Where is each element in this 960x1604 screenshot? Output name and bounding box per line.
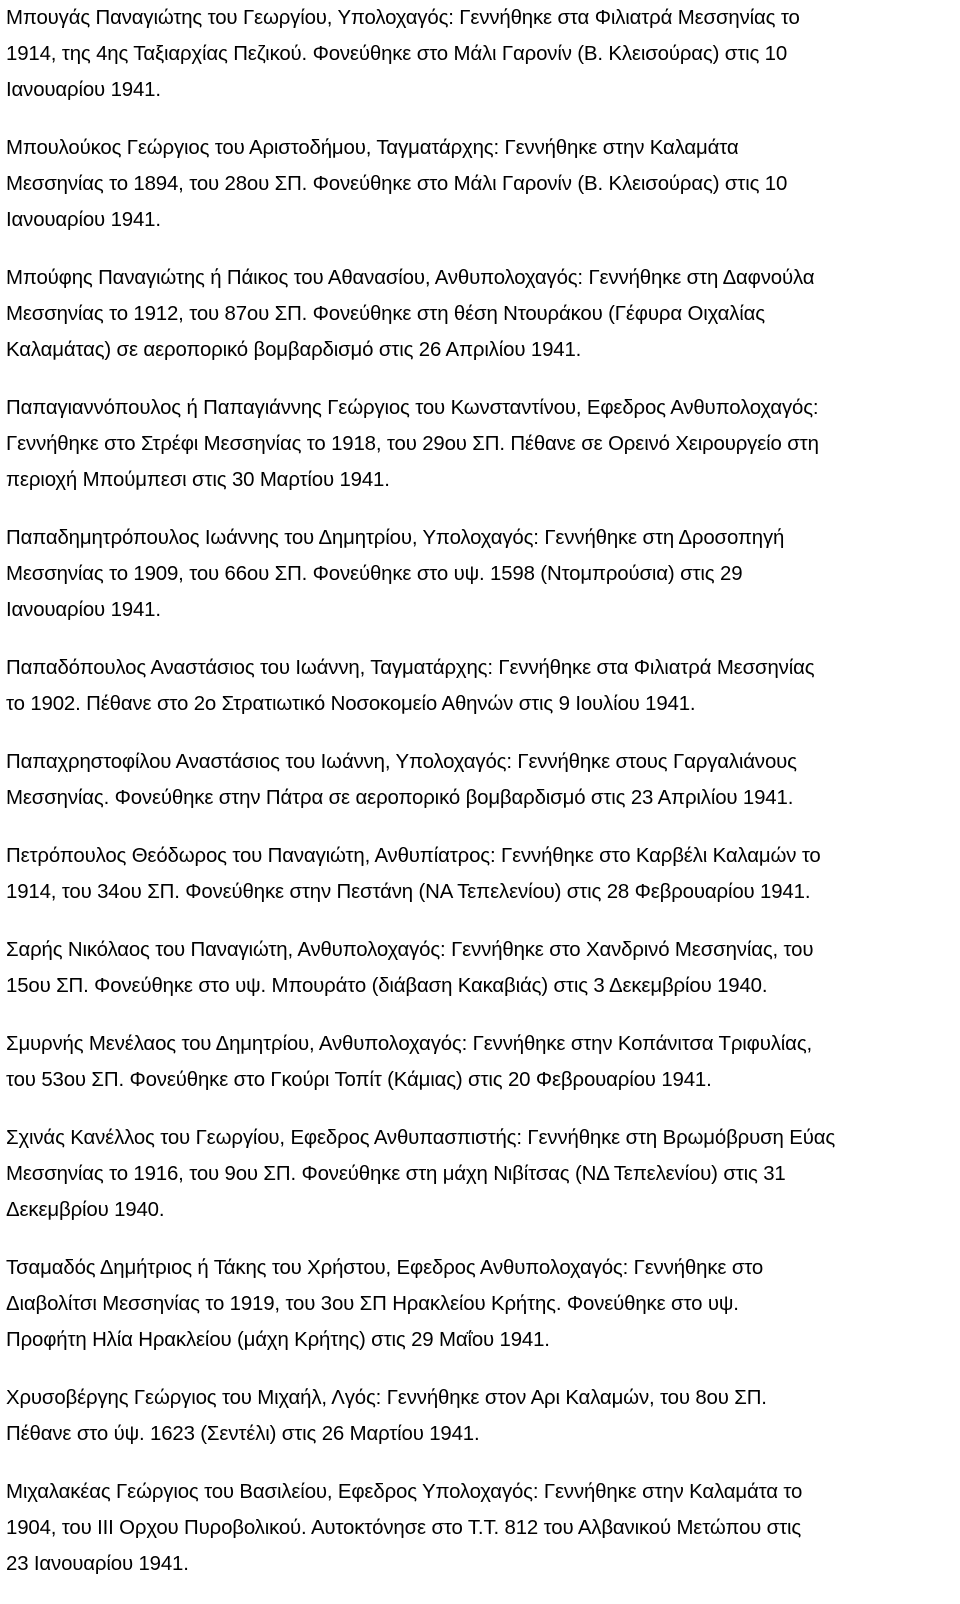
text-line: Ιανουαρίου 1941. [6, 209, 161, 231]
entry-schinas [6, 1120, 954, 1228]
text-line: Μπούφης Παναγιώτης ή Πάικος του Αθανασίου, Ανθυπολοχαγός: Γεννήθηκε στη Δαφνούλα [6, 267, 815, 289]
entry-bougas [6, 0, 954, 108]
entry-papadimitropoulos [6, 520, 954, 628]
text-line: 15ου ΣΠ. Φονεύθηκε στο υψ. Μπουράτο (διάβαση Κακαβιάς) στις 3 Δεκεμβρίου 1940. [6, 975, 768, 997]
entry-tsamados [6, 1250, 954, 1358]
text-line: 1904, του ΙΙΙ Ορχου Πυροβολικού. Αυτοκτόνησε στο Τ.Τ. 812 του Αλβανικού Μετώπου στις [6, 1517, 802, 1539]
text-line: 1914, της 4ης Ταξιαρχίας Πεζικού. Φονεύθηκε στο Μάλι Γαρονίν (Β. Κλεισούρας) στις 10 [6, 43, 788, 65]
text-line: Τσαμαδός Δημήτριος ή Τάκης του Χρήστου, Εφεδρος Ανθυπολοχαγός: Γεννήθηκε στο [6, 1257, 764, 1279]
text-line: Παπαδόπουλος Αναστάσιος του Ιωάννη, Ταγματάρχης: Γεννήθηκε στα Φιλιατρά Μεσσηνίας [6, 657, 815, 679]
text-line: Προφήτη Ηλία Ηρακλείου (μάχη Κρήτης) στις 29 Μαΐου 1941. [6, 1329, 550, 1351]
text-line: 23 Ιανουαρίου 1941. [6, 1553, 189, 1575]
text-line: Γεννήθηκε στο Στρέφι Μεσσηνίας το 1918, του 29ου ΣΠ. Πέθανε σε Ορεινό Χειρουργείο στη [6, 433, 819, 455]
text-line: Παπαχρηστοφίλου Αναστάσιος του Ιωάννη, Υπολοχαγός: Γεννήθηκε στους Γαργαλιάνους [6, 751, 797, 773]
text-line: Σμυρνής Μενέλαος του Δημητρίου, Ανθυπολοχαγός: Γεννήθηκε στην Κοπάνιτσα Τριφυλίας, [6, 1033, 813, 1055]
entry-saris [6, 932, 954, 1004]
text-line: Ιανουαρίου 1941. [6, 599, 161, 621]
text-line: Ιανουαρίου 1941. [6, 79, 161, 101]
text-line: Μεσσηνίας το 1916, του 9ου ΣΠ. Φονεύθηκε στη μάχη Νιβίτσας (ΝΔ Τεπελενίου) στις 31 [6, 1163, 786, 1185]
entry-papagiannopoulos [6, 390, 954, 498]
text-line: το 1902. Πέθανε στο 2ο Στρατιωτικό Νοσοκομείο Αθηνών στις 9 Ιουλίου 1941. [6, 693, 696, 715]
text-line: Πετρόπουλος Θεόδωρος του Παναγιώτη, Ανθυπίατρος: Γεννήθηκε στο Καρβέλι Καλαμών το [6, 845, 821, 867]
text-line: Καλαμάτας) σε αεροπορικό βομβαρδισμό στις 26 Απριλίου 1941. [6, 339, 582, 361]
text-line: Διαβολίτσι Μεσσηνίας το 1919, του 3ου ΣΠ Ηρακλείου Κρήτης. Φονεύθηκε στο υψ. [6, 1293, 739, 1315]
entry-michalakeas [6, 1474, 954, 1582]
entry-papadopoulos [6, 650, 954, 722]
text-line: περιοχή Μπούμπεσι στις 30 Μαρτίου 1941. [6, 469, 390, 491]
text-line: Μπουγάς Παναγιώτης του Γεωργίου, Υπολοχαγός: Γεννήθηκε στα Φιλιατρά Μεσσηνίας το [6, 7, 800, 29]
text-line: Μεσσηνίας το 1912, του 87ου ΣΠ. Φονεύθηκε στη θέση Ντουράκου (Γέφυρα Οιχαλίας [6, 303, 765, 325]
entry-chrysovergis [6, 1380, 954, 1452]
text-line: Μεσσηνίας. Φονεύθηκε στην Πάτρα σε αεροπορικό βομβαρδισμό στις 23 Απριλίου 1941. [6, 787, 794, 809]
text-line: Πέθανε στο ύψ. 1623 (Σεντέλι) στις 26 Μαρτίου 1941. [6, 1423, 480, 1445]
text-line: Μπουλούκος Γεώργιος του Αριστοδήμου, Ταγματάρχης: Γεννήθηκε στην Καλαμάτα [6, 137, 739, 159]
entry-smyrnis [6, 1026, 954, 1098]
text-line: Παπαδημητρόπουλος Ιωάννης του Δημητρίου, Υπολοχαγός: Γεννήθηκε στη Δροσοπηγή [6, 527, 785, 549]
text-line: του 53ου ΣΠ. Φονεύθηκε στο Γκούρι Τοπίτ (Κάμιας) στις 20 Φεβρουαρίου 1941. [6, 1069, 712, 1091]
text-line: Σχινάς Κανέλλος του Γεωργίου, Εφεδρος Ανθυπασπιστής: Γεννήθηκε στη Βρωμόβρυση Εύας [6, 1127, 836, 1149]
entry-boufis [6, 260, 954, 368]
entry-petropoulos [6, 838, 954, 910]
text-line: Χρυσοβέργης Γεώργιος του Μιχαήλ, Λγός: Γεννήθηκε στον Αρι Καλαμών, του 8ου ΣΠ. [6, 1387, 767, 1409]
text-line: Μεσσηνίας το 1894, του 28ου ΣΠ. Φονεύθηκε στο Μάλι Γαρονίν (Β. Κλεισούρας) στις 10 [6, 173, 788, 195]
text-line: Μιχαλακέας Γεώργιος του Βασιλείου, Εφεδρος Υπολοχαγός: Γεννήθηκε στην Καλαμάτα το [6, 1481, 803, 1503]
text-line: Παπαγιαννόπουλος ή Παπαγιάννης Γεώργιος του Κωνσταντίνου, Εφεδρος Ανθυπολοχαγός: [6, 397, 819, 419]
text-line: Μεσσηνίας το 1909, του 66ου ΣΠ. Φονεύθηκε στο υψ. 1598 (Ντομπρούσια) στις 29 [6, 563, 743, 585]
text-line: 1914, του 34ου ΣΠ. Φονεύθηκε στην Πεστάνη (ΝΑ Τεπελενίου) στις 28 Φεβρουαρίου 1941. [6, 881, 811, 903]
text-line: Δεκεμβρίου 1940. [6, 1199, 165, 1221]
entry-boulou-kos [6, 130, 954, 238]
text-line: Σαρής Νικόλαος του Παναγιώτη, Ανθυπολοχαγός: Γεννήθηκε στο Χανδρινό Μεσσηνίας, του [6, 939, 814, 961]
entry-papachristofilou [6, 744, 954, 816]
document-page [6, 0, 954, 1604]
